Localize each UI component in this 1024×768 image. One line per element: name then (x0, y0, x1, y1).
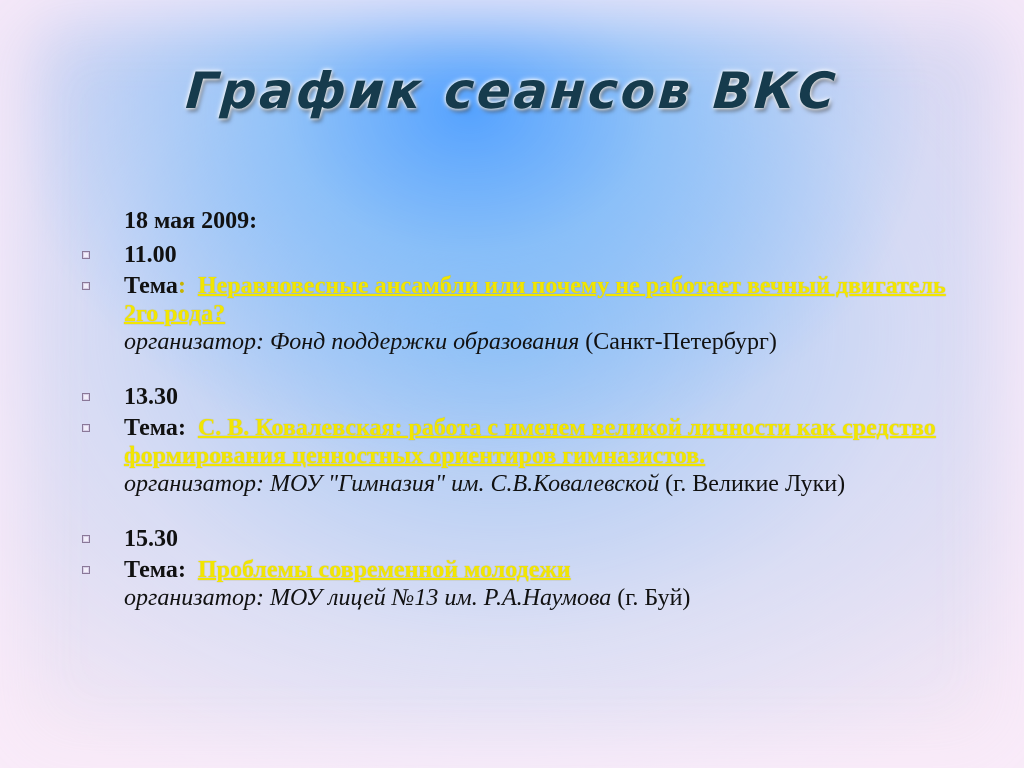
slide-title: График сеансов ВКС (184, 62, 840, 120)
square-bullet-icon (80, 414, 92, 442)
square-bullet-icon (80, 383, 92, 411)
topic-label: Тема (124, 415, 178, 441)
topic-link-3[interactable]: Проблемы современной молодежи (197, 557, 571, 583)
topic-link-2[interactable]: С. В. Ковалевская: работа с именем великой личности как средство формирования ценностных ориентиров гимназистов. (124, 415, 936, 469)
organizer-place-1: (Санкт-Петербург) (585, 329, 777, 355)
organizer-place-2: (г. Великие Луки) (665, 471, 846, 497)
session-topic-2 (124, 414, 974, 498)
topic-colon: : (177, 273, 186, 299)
session-time-3: 15.30 (124, 522, 974, 556)
session-topic-1 (124, 272, 974, 356)
topic-colon: : (177, 557, 186, 583)
organizer-3: организатор: МОУ лицей №13 им. Р.А.Наумова (124, 585, 612, 611)
organizer-1: организатор: Фонд поддержки образования (124, 329, 580, 355)
session-topic-3 (124, 556, 974, 612)
slide-content (124, 204, 974, 612)
topic-link-1[interactable]: Неравновесные ансамбли или почему не работает вечный двигатель 2го рода? (124, 273, 946, 327)
session-time-1: 11.00 (124, 238, 974, 272)
square-bullet-icon (80, 525, 92, 553)
organizer-2: организатор: МОУ "Гимназия" им. С.В.Ковалевской (124, 471, 660, 497)
topic-colon: : (177, 415, 186, 441)
square-bullet-icon (80, 241, 92, 269)
topic-label: Тема (124, 273, 178, 299)
topic-label: Тема (124, 557, 178, 583)
square-bullet-icon (80, 556, 92, 584)
organizer-place-3: (г. Буй) (617, 585, 691, 611)
square-bullet-icon (80, 272, 92, 300)
session-date: 18 мая 2009: (124, 208, 258, 234)
session-time-2: 13.30 (124, 380, 974, 414)
